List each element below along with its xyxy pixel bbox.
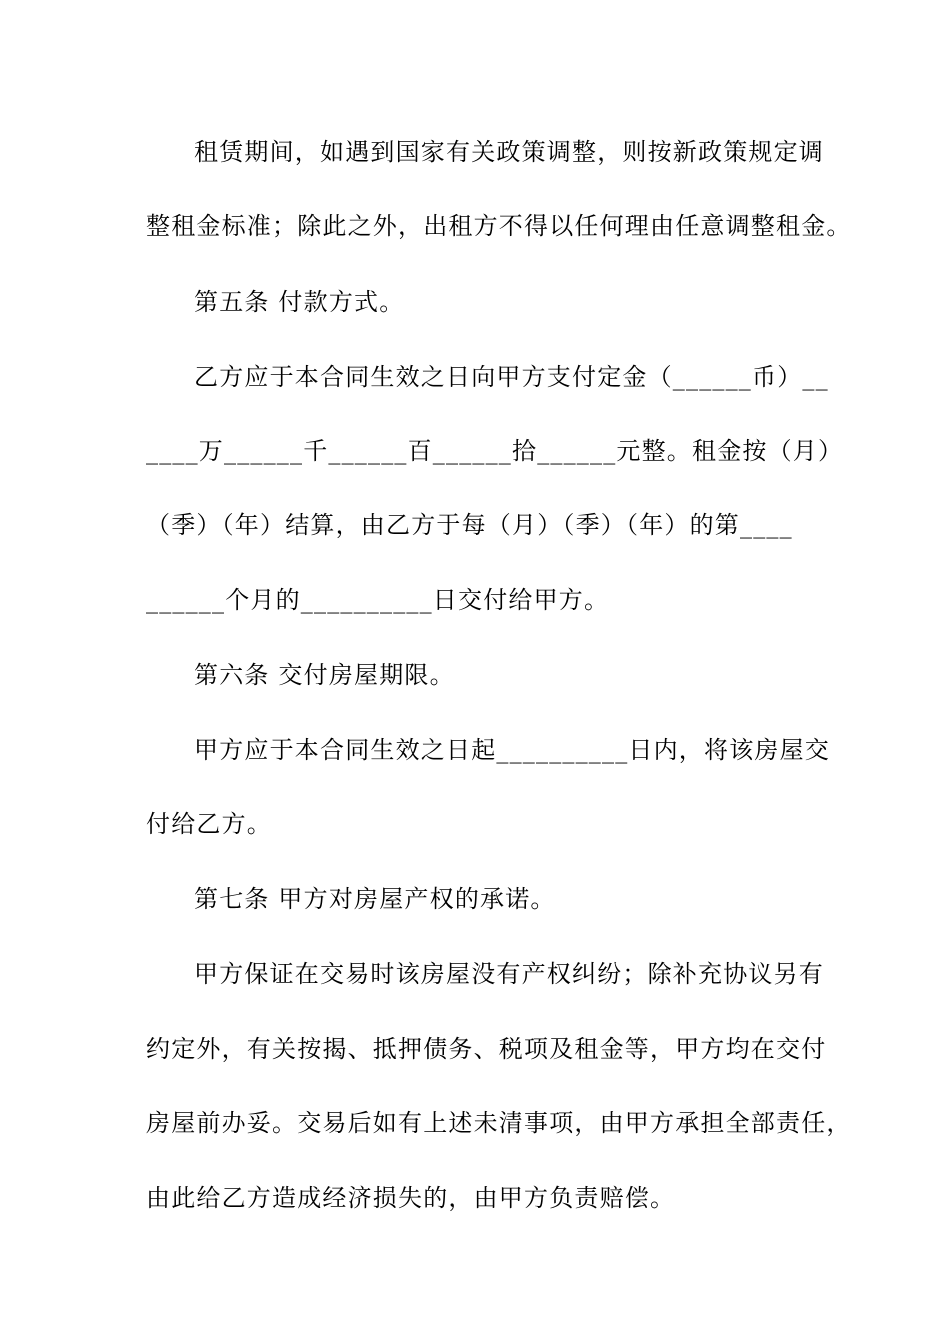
paragraph-rent-adjustment-line-1: 租赁期间，如遇到国家有关政策调整，则按新政策规定调 bbox=[194, 138, 824, 166]
paragraph-delivery-line-2: 付给乙方。 bbox=[146, 810, 272, 838]
paragraph-title-commitment-line-3: 房屋前办妥。交易后如有上述未清事项，由甲方承担全部责任， bbox=[146, 1109, 852, 1137]
article-5-heading: 第五条 付款方式。 bbox=[194, 288, 405, 316]
paragraph-rent-adjustment-line-2: 整租金标准；除此之外，出租方不得以任何理由任意调整租金。 bbox=[146, 212, 852, 240]
article-6-heading: 第六条 交付房屋期限。 bbox=[194, 661, 455, 689]
paragraph-payment-line-1: 乙方应于本合同生效之日向甲方支付定金（______币）__ bbox=[194, 363, 829, 391]
paragraph-title-commitment-line-2: 约定外，有关按揭、抵押债务、税项及租金等，甲方均在交付 bbox=[146, 1035, 827, 1063]
paragraph-payment-line-4: ______个月的__________日交付给甲方。 bbox=[146, 586, 610, 614]
article-7-heading: 第七条 甲方对房屋产权的承诺。 bbox=[194, 885, 556, 913]
paragraph-payment-line-2: ____万______千______百______拾______元整。租金按（月） bbox=[146, 437, 844, 465]
paragraph-title-commitment-line-1: 甲方保证在交易时该房屋没有产权纠纷；除补充协议另有 bbox=[194, 960, 824, 988]
paragraph-title-commitment-line-4: 由此给乙方造成经济损失的，由甲方负责赔偿。 bbox=[146, 1184, 676, 1212]
paragraph-delivery-line-1: 甲方应于本合同生效之日起__________日内，将该房屋交 bbox=[194, 736, 830, 764]
paragraph-payment-line-3: （季）（年）结算，由乙方于每（月）（季）（年）的第____ bbox=[146, 511, 793, 539]
